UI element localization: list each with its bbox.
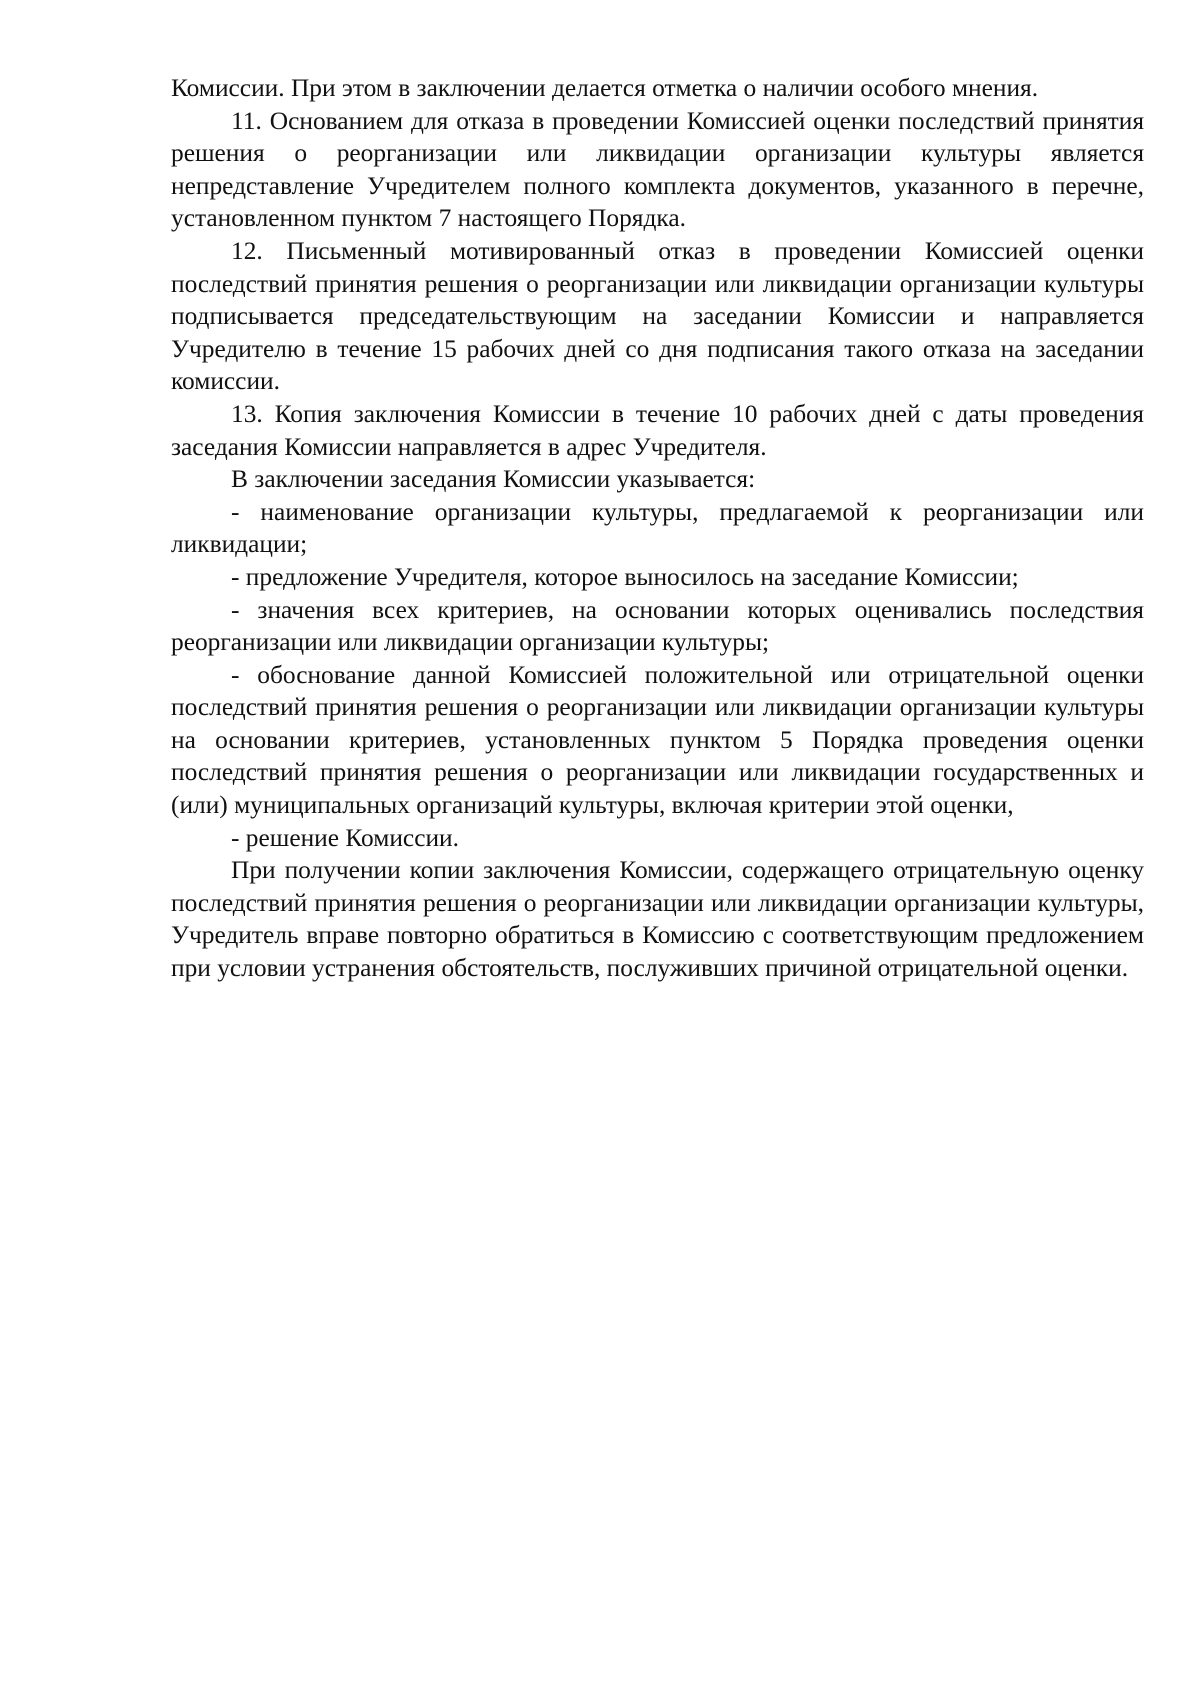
paragraph-clause-13: 13. Копия заключения Комиссии в течение 10 рабочих дней с даты проведения заседания Комиссии направляется в адрес Учредителя. bbox=[171, 399, 1144, 461]
paragraph-negative-assessment: При получении копии заключения Комиссии, содержащего отрицательную оценку последствий принятия решения о реорганизации или ликвидации организации культуры, Учредитель вправе повторно обратиться в Комиссию с соответствующим предложением при условии устранения обстоятельств, послуживших причиной отрицательной оценки. bbox=[171, 856, 1144, 983]
paragraph-clause-12: 12. Письменный мотивированный отказ в проведении Комиссией оценки последствий принятия решения о реорганизации или ликвидации организации культуры подписывается председательствующим на заседании Комиссии и направляется Учредителю в течение 15 рабочих дней со дня подписания такого отказа на заседании комиссии. bbox=[171, 236, 1144, 396]
list-item-criteria-values: - значения всех критериев, на основании которых оценивались последствия реорганизации или ликвидации организации культуры; bbox=[171, 595, 1144, 657]
list-item-organization-name: - наименование организации культуры, предлагаемой к реорганизации или ликвидации; bbox=[171, 497, 1144, 559]
list-item-commission-decision: - решение Комиссии. bbox=[231, 823, 459, 852]
paragraph-conclusion-intro: В заключении заседания Комиссии указывается: bbox=[231, 465, 756, 494]
list-item-founder-proposal: - предложение Учредителя, которое выносилось на заседание Комиссии; bbox=[231, 562, 1019, 591]
list-item-justification: - обоснование данной Комиссией положительной или отрицательной оценки последствий принятия решения о реорганизации или ликвидации организации культуры на основании критериев, установленных пунктом 5 Порядка проведения оценки последствий принятия решения о реорганизации или ликвидации государственных и (или) муниципальных организаций культуры, включая критерии этой оценки, bbox=[171, 660, 1144, 820]
paragraph-clause-11: 11. Основанием для отказа в проведении Комиссией оценки последствий принятия решения о реорганизации или ликвидации организации культуры является непредставление Учредителем полного комплекта документов, указанного в перечне, установленном пунктом 7 настоящего Порядка. bbox=[171, 106, 1144, 233]
paragraph-continuation: Комиссии. При этом в заключении делается отметка о наличии особого мнения. bbox=[171, 74, 1039, 102]
document-page bbox=[171, 72, 1144, 985]
